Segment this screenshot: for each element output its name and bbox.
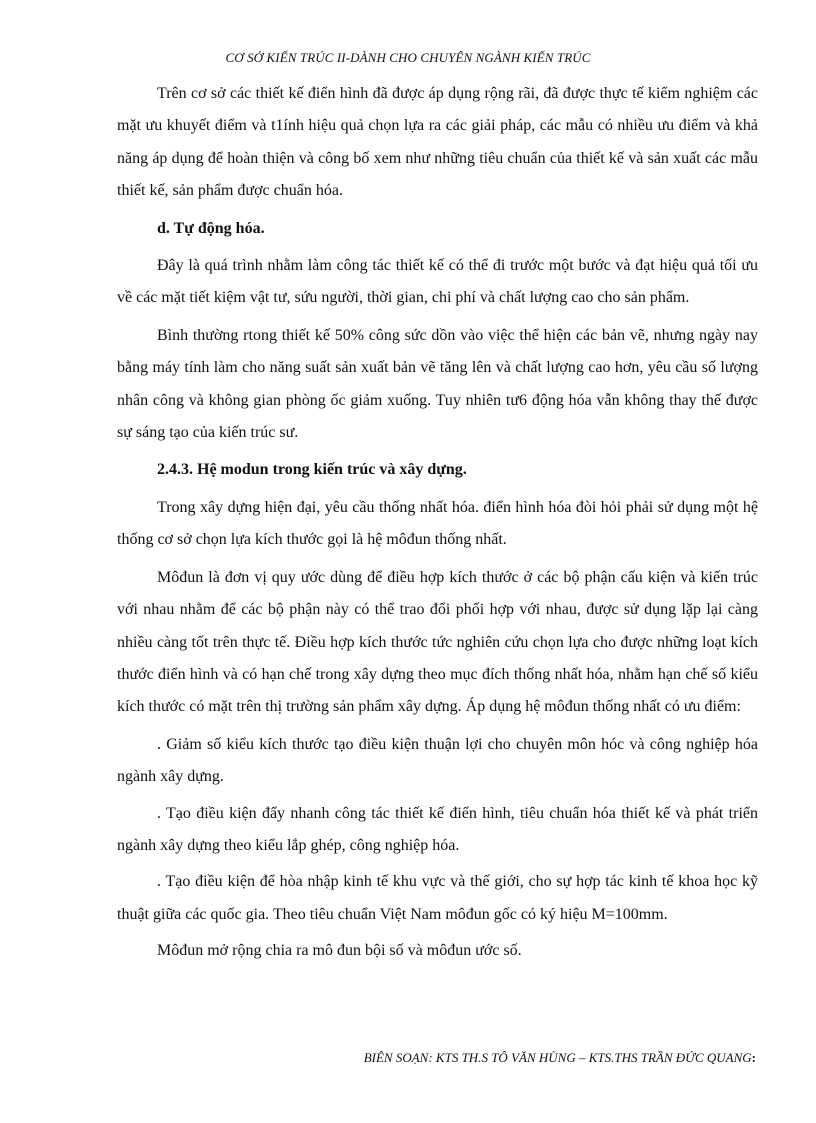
- running-footer: [364, 1050, 756, 1066]
- running-header: CƠ SỞ KIẾN TRÚC II-DÀNH CHO CHUYÊN NGÀNH KIẾN TRÚC: [225, 50, 591, 65]
- paragraph: Trong xây dựng hiện đại, yêu cầu thống nhất hóa. điển hình hóa đòi hỏi phải sử dụng một hệ thống cơ sở chọn lựa kích thước gọi là hệ môđun thống nhất.: [117, 498, 758, 549]
- list-item: . Tạo điều kiện để hòa nhập kinh tế khu vực và thế giới, cho sự hợp tác kinh tế khoa học kỹ thuật giữa các quốc gia. Theo tiêu chuẩn Việt Nam môđun gốc có ký hiệu M=100mm.: [117, 873, 758, 923]
- paragraph: Môđun mở rộng chia ra mô đun bội số và môđun ước số.: [157, 942, 522, 960]
- document-body: [117, 78, 758, 973]
- list-item: . Tạo điều kiện đẩy nhanh công tác thiết kế điển hình, tiêu chuẩn hóa thiết kế và phát triển ngành xây dựng theo kiểu lắp ghép, công nghiệp hóa.: [117, 804, 758, 854]
- section-heading: d. Tự động hóa.: [157, 219, 265, 237]
- footer-authors: BIÊN SOẠN: KTS TH.S TÔ VĂN HÙNG – KTS.THS TRẦN ĐỨC QUANG: [363, 1050, 752, 1065]
- paragraph: Trên cơ sở các thiết kế điển hình đã được áp dụng rộng rãi, đã được thực tế kiểm nghiệm các mặt ưu khuyết điểm và t1ính hiệu quả chọn lựa ra các giải pháp, các mẫu có nhiều ưu điểm và khả năng áp dụng để hoàn thiện và công bố xem như những tiêu chuẩn của thiết kế và sản xuất các mẫu thiết kế, sản phẩm được chuẩn hóa.: [117, 85, 758, 200]
- footer-colon: :: [751, 1050, 756, 1065]
- paragraph: Môđun là đơn vị quy ước dùng để điều hợp kích thước ở các bộ phận cấu kiện và kiến trúc với nhau nhằm để các bộ phận này có thể trao đổi phối hợp với nhau, được sử dụng lặp lại càng nhiều càng tốt trên thực tế. Điều hợp kích thước tức nghiên cứu chọn lựa cho được những loạt kích thước điển hình và có hạn chế trong xây dựng theo mục đích thống nhất hóa, nhằm hạn chế số kiểu kích thước có mặt trên thị trường sản phẩm xây dựng. Áp dụng hệ môđun thống nhất có ưu điểm:: [117, 568, 758, 716]
- list-item: . Giảm số kiểu kích thước tạo điều kiện thuận lợi cho chuyên môn hóc và công nghiệp hóa ngành xây dựng.: [117, 735, 758, 786]
- paragraph: Bình thường rtong thiết kế 50% công sức dồn vào việc thể hiện các bản vẽ, nhưng ngày nay bằng máy tính làm cho năng suất sản xuất bản vẽ tăng lên và chất lượng cao hơn, yêu cầu số lượng nhân công và không gian phòng ốc giảm xuống. Tuy nhiên tư6 động hóa vẫn không thay thế được sự sáng tạo của kiến trúc sư.: [117, 326, 758, 442]
- section-heading: 2.4.3. Hệ modun trong kiến trúc và xây dựng.: [157, 461, 467, 479]
- paragraph: Đây là quá trình nhằm làm công tác thiết kế có thể đi trước một bước và đạt hiệu quả tối ưu về các mặt tiết kiệm vật tư, sứu người, thời gian, chi phí và chất lượng cao cho sản phẩm.: [117, 257, 758, 307]
